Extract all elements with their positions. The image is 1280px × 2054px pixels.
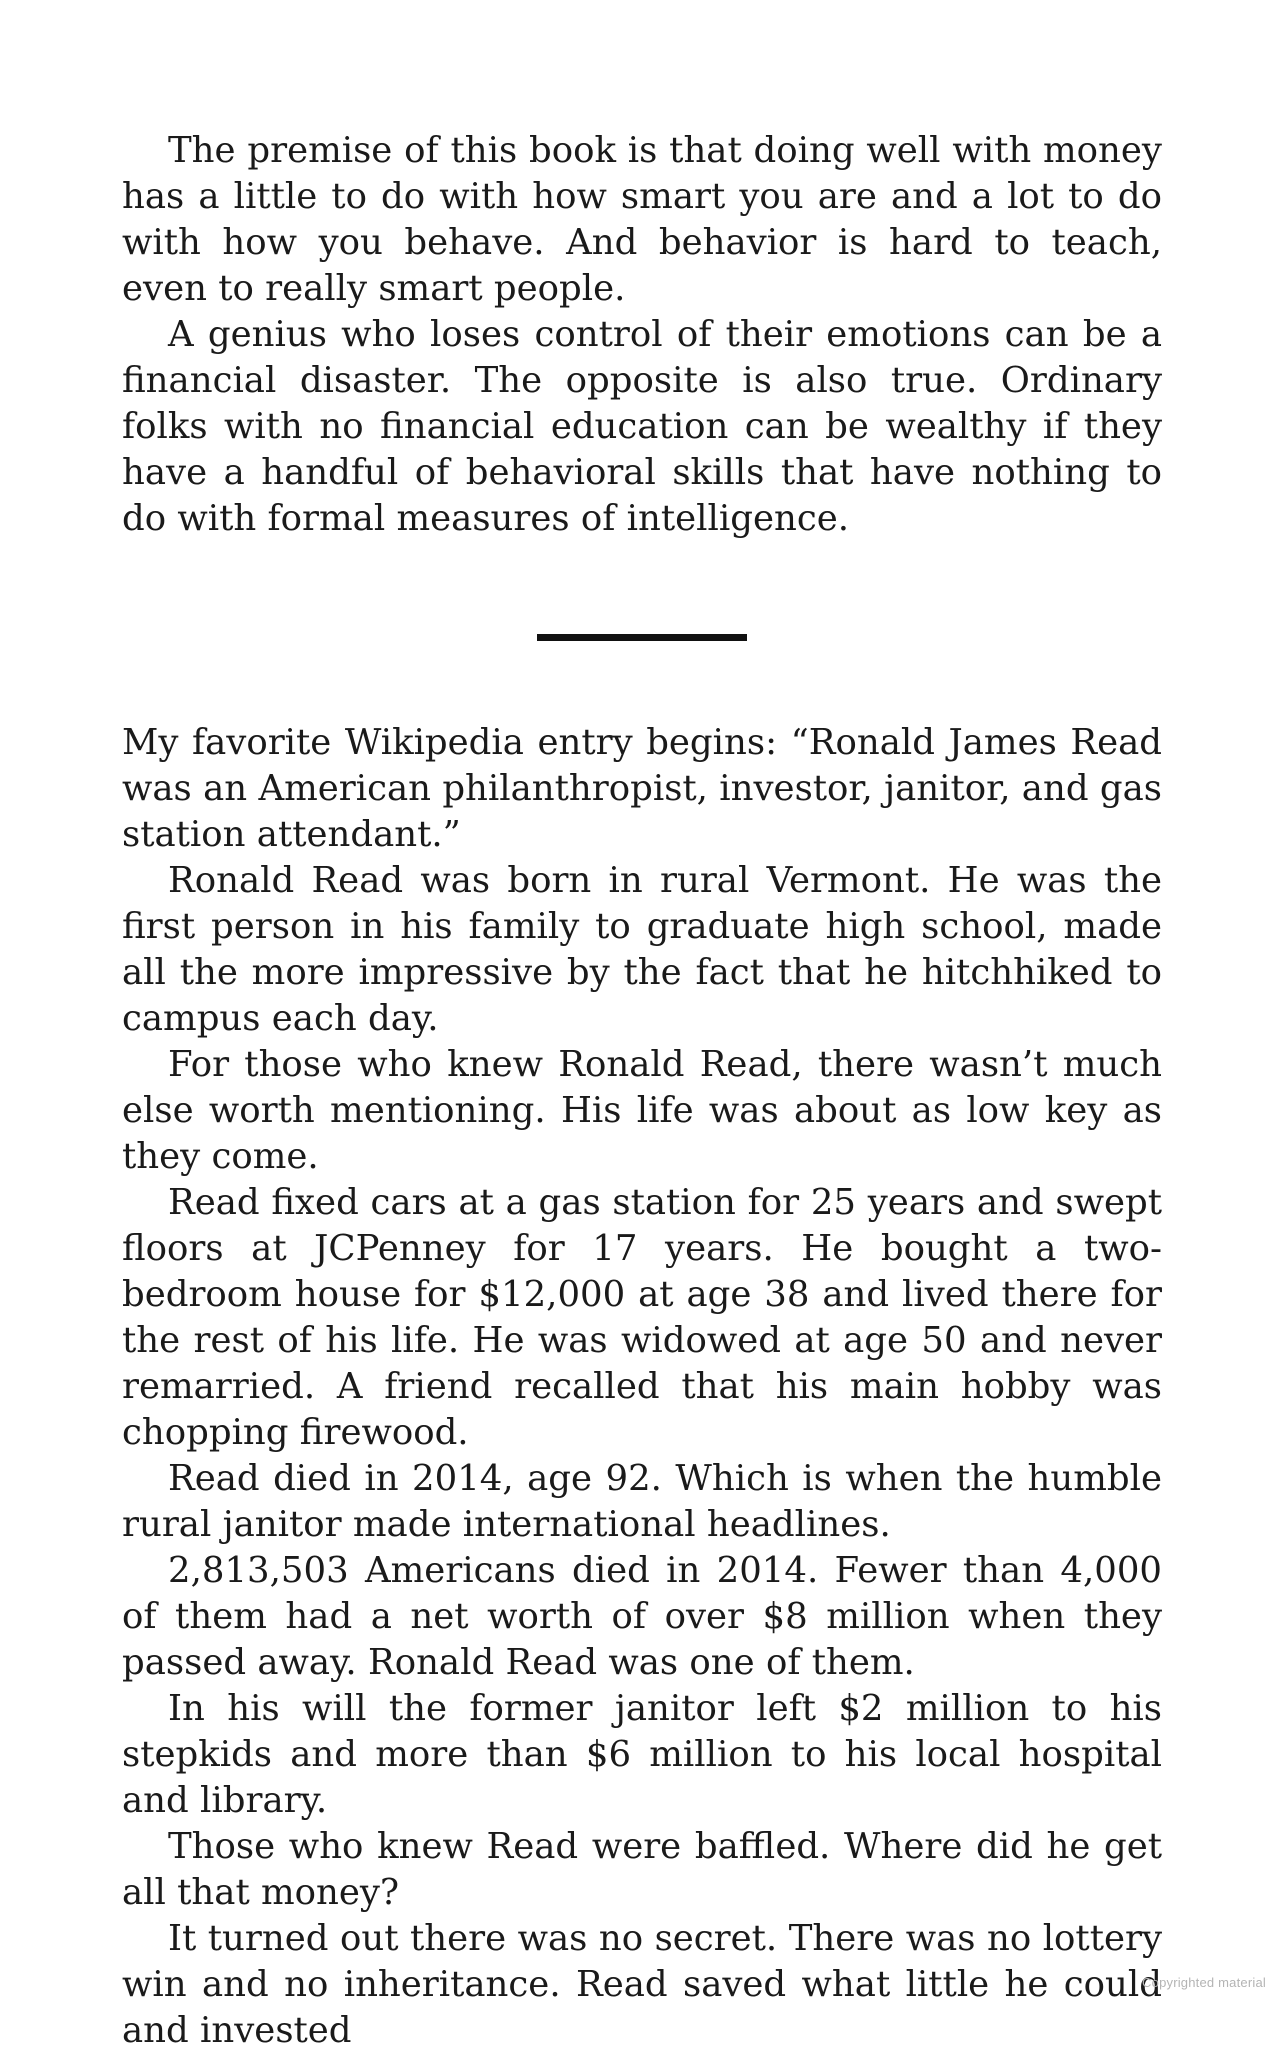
paragraph-died-2014: Read died in 2014, age 92. Which is when the humble rural janitor made international headlines. [122, 1458, 1162, 1545]
paragraph-vermont: Ronald Read was born in rural Vermont. He was the first person in his family to graduate high school, made all the more impressive by the fact that he hitchhiked to campus each day. [122, 860, 1162, 1039]
paragraph-gas-station: Read fixed cars at a gas station for 25 years and swept floors at JCPenney for 17 years. He bought a two-bedroom house for $12,000 at age 38 and lived there for the rest of his life. He was widowed at age 50 and never remarried. A friend recalled that his main hobby was chopping firewood. [122, 1182, 1162, 1453]
paragraph-wikipedia-entry: My favorite Wikipedia entry begins: “Ronald James Read was an American philanthropist, investor, janitor, and gas station attendant.” [122, 722, 1162, 855]
paragraph-no-secret: It turned out there was no secret. There was no lottery win and no inheritance. Read saved what little he could and invested [122, 1918, 1162, 2051]
book-page [122, 128, 1162, 2054]
paragraph-baffled: Those who knew Read were baffled. Where did he get all that money? [122, 1826, 1162, 1913]
paragraph-genius: A genius who loses control of their emotions can be a financial disaster. The opposite is also true. Ordinary folks with no financial education can be wealthy if they have a handful of behavioral skills that have nothing to do with formal measures of intelligence. [122, 314, 1162, 539]
paragraph-will: In his will the former janitor left $2 million to his stepkids and more than $6 million to his local hospital and library. [122, 1688, 1162, 1821]
section-divider [537, 634, 747, 641]
copyright-watermark: Copyrighted material [1142, 1975, 1266, 1990]
paragraph-low-key: For those who knew Ronald Read, there wasn’t much else worth mentioning. His life was about as low key as they come. [122, 1044, 1162, 1177]
section-one [122, 128, 1162, 542]
paragraph-premise: The premise of this book is that doing well with money has a little to do with how smart you are and a lot to do with how you behave. And behavior is hard to teach, even to really smart people. [122, 130, 1162, 309]
paragraph-net-worth: 2,813,503 Americans died in 2014. Fewer than 4,000 of them had a net worth of over $8 million when they passed away. Ronald Read was one of them. [122, 1550, 1162, 1683]
section-two [122, 720, 1162, 2054]
